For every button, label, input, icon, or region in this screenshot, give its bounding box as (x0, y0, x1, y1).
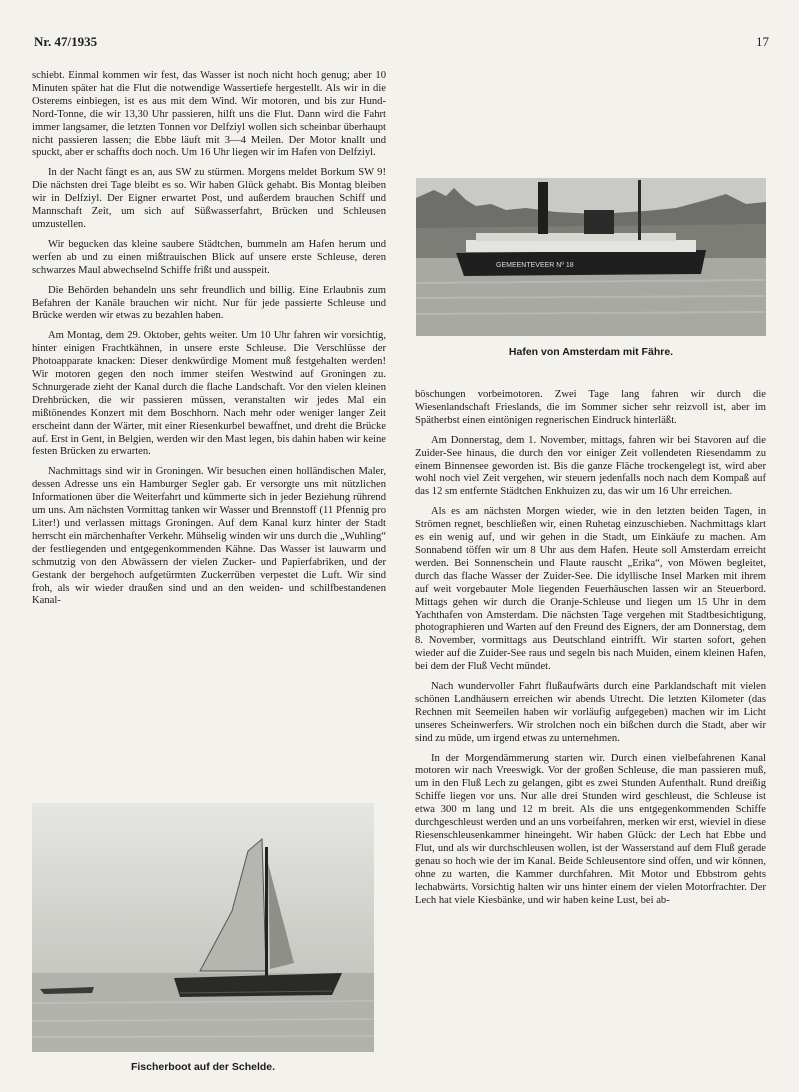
page-header-issue: Nr. 47/1935 (34, 34, 98, 49)
figure-caption: Hafen von Amsterdam mit Fähre. (508, 346, 674, 358)
photo-fishing-boat (32, 803, 374, 1052)
paragraph: Nach wundervoller Fahrt flußaufwärts durch eine Parklandschaft mit vielen schönen Landhäusern erreichen wir abends Utrecht. Die letzten Kilometer (das Rechnen mit Seemeilen haben wir vorläufig aufgegeben) machen wir im Licht unseres Scheinwerfers. Wir strolchen noch ein bißchen durch die Stadt, aber wir sind zu müde, um irgend etwas zu unternehmen. (415, 681, 766, 744)
paragraph: Nachmittags sind wir in Groningen. Wir besuchen einen holländischen Maler, dessen Adresse uns ein Hamburger Segler gab. Er versorgte uns mit nützlichen Informationen über die Weiterfahrt und kümmerte sich in jeder Beziehung rührend um uns. Am nächsten Vormittag tanken wir Wasser und Brennstoff (11 Pfennig pro Liter!) und verlassen mittags Groningen. Auf dem Kanal kurz hinter der Stadt herrscht ein märchenhafter Verkehr. Mühselig winden wir uns durch die „Wuhling“ der festliegenden und entgegenkommenden Kähne. Das Wasser ist lauwarm und schmutzig von den Abwässern der vielen Zucker- und Papierfabriken, und der Gestank der bergehoch aufgetürmten Zuckerrüben verpestet die Luft. Wir sind froh, als wir wieder draußen sind und an den weiden- und schilfbestandenen Kanal- (32, 466, 386, 607)
paragraph: In der Morgendämmerung starten wir. Durch einen vielbefahrenen Kanal motoren wir nach Vreeswigk. Vor der großen Schleuse, die man passieren muß, um in den Fluß Lech zu gelangen, gibt es zwei Stunden Aufenthalt. Rund dreißig Schiffe liegen vor uns. Nur alle drei Stunden wird geschleust, die Schleuse ist etwa 300 m lang und 12 m breit. Als die uns entgegenkommenden Schiffe durchgeschleust werden und an uns vorbeifahren, merken wir erst, wieviel in diese Riesenschleusenkammer hineingeht. Wir haben Glück: der Lech hat Ebbe und Flut, und als wir durchschleusen wollen, ist der Wasserstand auf dem Fluß gerade genau so hoch wie der im Kanal. Beide Schleusentore sind offen, und wir können, ohne zu warten, die Kammer durchfahren. Mit Motor und Ebbstrom gehts lechabwärts. Vorsichtig halten wir uns hinter einem der vielen Motorfrachter. Der Lech hat viele Kiesbänke, und wir haben keine Lust, bei ab- (415, 752, 766, 906)
text-column-right (415, 389, 766, 914)
paragraph: Als es am nächsten Morgen wieder, wie in den letzten beiden Tagen, in Strömen regnet, beschließen wir, einen Ruhetag einzuschieben. Nachmittags klart es ein wenig auf, und wir gehen in die Stadt, um Einkäufe zu machen. Am Sonnabend töffen wir um 8 Uhr aus dem Hafen. Heute soll Amsterdam erreicht werden. Bei Sonnenschein und Flaute rauscht „Erika“, von Möwen begleitet, durch das flache Wasser der Zuider-See. Die idyllische Insel Marken mit ihrem auf weit vorgebauter Mole liegenden Feuerhäuschen lassen wir an Steuerbord. Mittags gehen wir durch die Oranje-Schleuse und liegen um 15 Uhr in dem Yachthafen von Amsterdam. Die nächsten Tage vergehen mit Stadtbesichtigung, photographieren und Warten auf den Freund des Eigners, der am Donnerstag, dem 8. November, vormittags aus Deutschland eintrifft. Wir starten sofort, gehen wieder auf die Zuider-See raus und segeln bis nach Muiden, einem kleinen Hafen, bei dem der Fluß Vecht mündet. (415, 506, 766, 673)
paragraph: In der Nacht fängt es an, aus SW zu stürmen. Morgens meldet Borkum SW 9! Die nächsten drei Tage bleibt es so. Wir haben Glück gehabt. Bis Montag bleiben wir in Delfziyl. Der Eigner erwartet Post, und außerdem brauchen Schiff und Mannschaft Zeit, um sich auf Süßwasserfahrt, Brücken und Schleusen umzustellen. (32, 167, 386, 230)
paragraph: Wir begucken das kleine saubere Städtchen, bummeln am Hafen herum und werfen ab und zu einen mißtrauischen Blick auf unsere erste Schleuse, deren schwarzes Maul abwechselnd Schiffe frißt und ausspeit. (32, 238, 386, 276)
paragraph: böschungen vorbeimotoren. Zwei Tage lang fahren wir durch die Wiesenlandschaft Frieslands, die im Sommer sicher sehr reizvoll ist, aber im Spätherbst einen eintönigen regnerischen Eindruck hinterläßt. (415, 389, 766, 426)
page-number: 17 (756, 34, 769, 49)
photo-ferry (416, 178, 766, 336)
paragraph: schiebt. Einmal kommen wir fest, das Wasser ist noch nicht hoch genug; aber 10 Minuten später hat die Flut die notwendige Wassertiefe hergestellt. Als wir in die Osterems einbiegen, ist es aus mit dem Wind. Wir motoren, und bis zur Hund-Nord-Tonne, die wir 13,30 Uhr passieren, hilft uns die Flut. Dann wird die Fahrt immer langsamer, die letzten Tonnen vor Delfziyl wollen sich scheinbar überhaupt nicht passieren lassen; die Ebbe läuft mit 3—4 Meilen. Der Motor knallt und spuckt, aber er schaffts doch noch. Um 16 Uhr liegen wir im Hafen von Delfziyl. (32, 70, 386, 159)
paragraph: Am Montag, dem 29. Oktober, gehts weiter. Um 10 Uhr fahren wir vorsichtig, hinter einigen Frachtkähnen, in unsere erste Schleuse. Die Verschlüsse der Photoapparate knacken: Dieser denkwürdige Moment muß festgehalten werden! Wir motoren gegen den noch immer steifen Westwind auf Groningen zu. Schnurgerade zieht der Kanal durch die flache Landschaft. Vor den vielen kleinen Drehbrücken, die wir passieren müssen, veranstalten wir jedes Mal ein mißtönendes Konzert mit dem Boschhorn. Nach mehr oder weniger langer Zeit erscheint dann der Wärter, mit einer Riesenkurbel bewaffnet, und dreht die Brücke auf. Erst in Gent, in Belgien, werden wir den Mast legen, bis dahin haben wir keine festen Brücken zu erwarten. (32, 330, 386, 458)
paragraph: Die Behörden behandeln uns sehr freundlich und billig. Eine Erlaubnis zum Befahren der Kanäle brauchen wir nicht. Nur für jede passierte Schleuse und Brücke werden wir etwas zu bezahlen haben. (32, 284, 386, 322)
paragraph: Am Donnerstag, dem 1. November, mittags, fahren wir bei Stavoren auf die Zuider-See hinaus, die durch den vor einiger Zeit vollendeten Riesendamm zu einem Binnensee geworden ist. Bis die ganze Fläche trockengelegt ist, wird aber wohl noch viel Zeit vergehen, wir steuern jedenfalls noch nach dem Kompaß auf das 12 sm entfernte Städtchen Enkhuizen zu, das wir um 16 Uhr erreichen. (415, 434, 766, 498)
text-column-left (32, 70, 386, 615)
figure-caption: Fischerboot auf der Schelde. (130, 1061, 276, 1073)
ferry-hull-label: GEMEENTEVEER Nº 18 (496, 262, 574, 269)
